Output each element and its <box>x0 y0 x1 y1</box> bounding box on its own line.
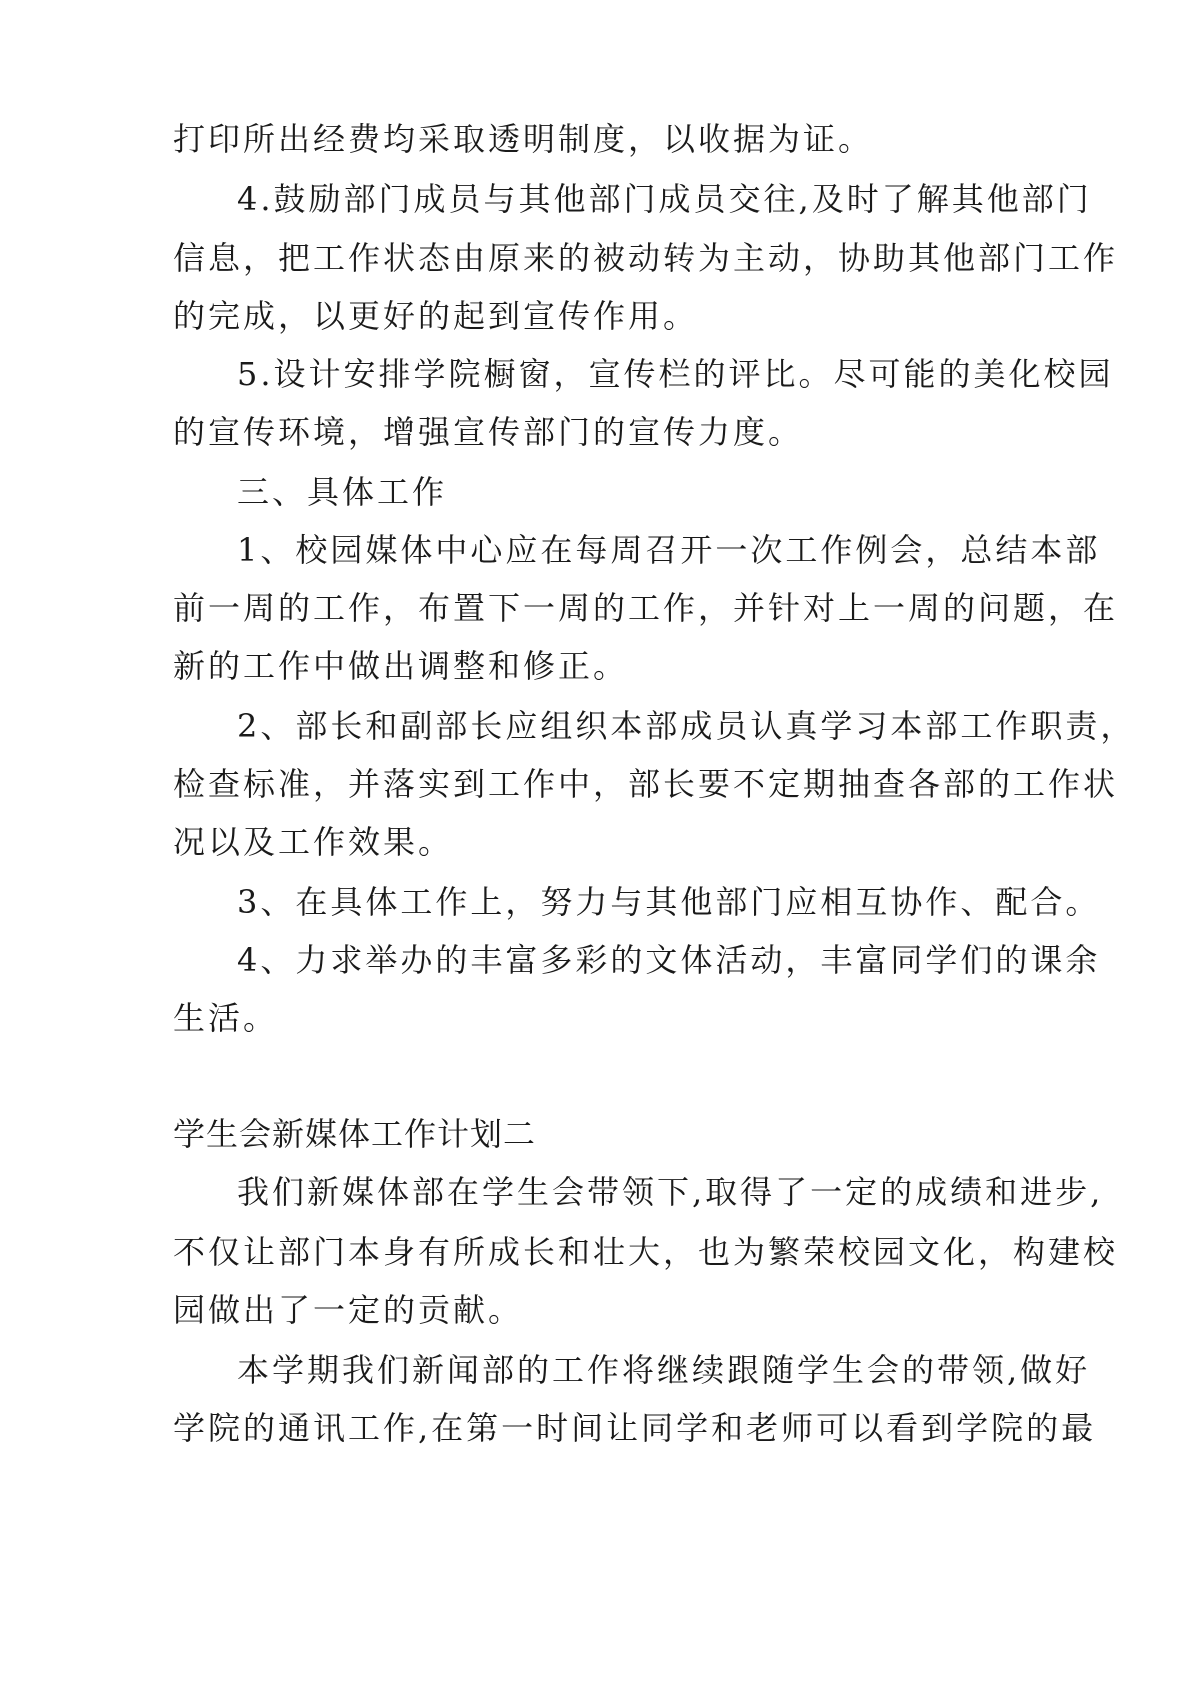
text-line: 前一周的工作，布置下一周的工作，并针对上一周的问题，在 <box>173 589 1119 627</box>
text-line: 的完成，以更好的起到宣传作用。 <box>173 297 699 335</box>
text-line: 4、力求举办的丰富多彩的文体活动，丰富同学们的课余 <box>237 941 1101 979</box>
text-line: 的宣传环境，增强宣传部门的宣传力度。 <box>173 413 804 451</box>
text-line: 2、部长和副部长应组织本部成员认真学习本部工作职责， <box>237 707 1136 745</box>
text-line: 1、校园媒体中心应在每周召开一次工作例会，总结本部 <box>237 531 1101 569</box>
text-line: 检查标准，并落实到工作中，部长要不定期抽查各部的工作状 <box>173 765 1119 803</box>
text-line: 3、在具体工作上，努力与其他部门应相互协作、配合。 <box>237 883 1101 921</box>
text-line: 5.设计安排学院橱窗，宣传栏的评比。尽可能的美化校园 <box>237 355 1114 393</box>
section-heading: 三、具体工作 <box>237 473 448 511</box>
text-line: 况以及工作效果。 <box>173 823 454 861</box>
text-line: 本学期我们新闻部的工作将继续跟随学生会的带领,做好 <box>237 1351 1091 1389</box>
text-line: 新的工作中做出调整和修正。 <box>173 647 629 685</box>
text-line: 园做出了一定的贡献。 <box>173 1291 524 1329</box>
text-line: 4.鼓励部门成员与其他部门成员交往,及时了解其他部门 <box>237 180 1092 218</box>
text-line: 学院的通讯工作,在第一时间让同学和老师可以看到学院的最 <box>173 1409 1097 1447</box>
text-line: 生活。 <box>173 999 279 1037</box>
document-title: 学生会新媒体工作计划二 <box>173 1115 537 1153</box>
text-line: 不仅让部门本身有所成长和壮大，也为繁荣校园文化，构建校 <box>173 1233 1119 1271</box>
text-line: 信息，把工作状态由原来的被动转为主动，协助其他部门工作 <box>173 239 1119 277</box>
text-line: 我们新媒体部在学生会带领下,取得了一定的成绩和进步, <box>237 1173 1104 1211</box>
text-line: 打印所出经费均采取透明制度，以收据为证。 <box>173 120 874 158</box>
